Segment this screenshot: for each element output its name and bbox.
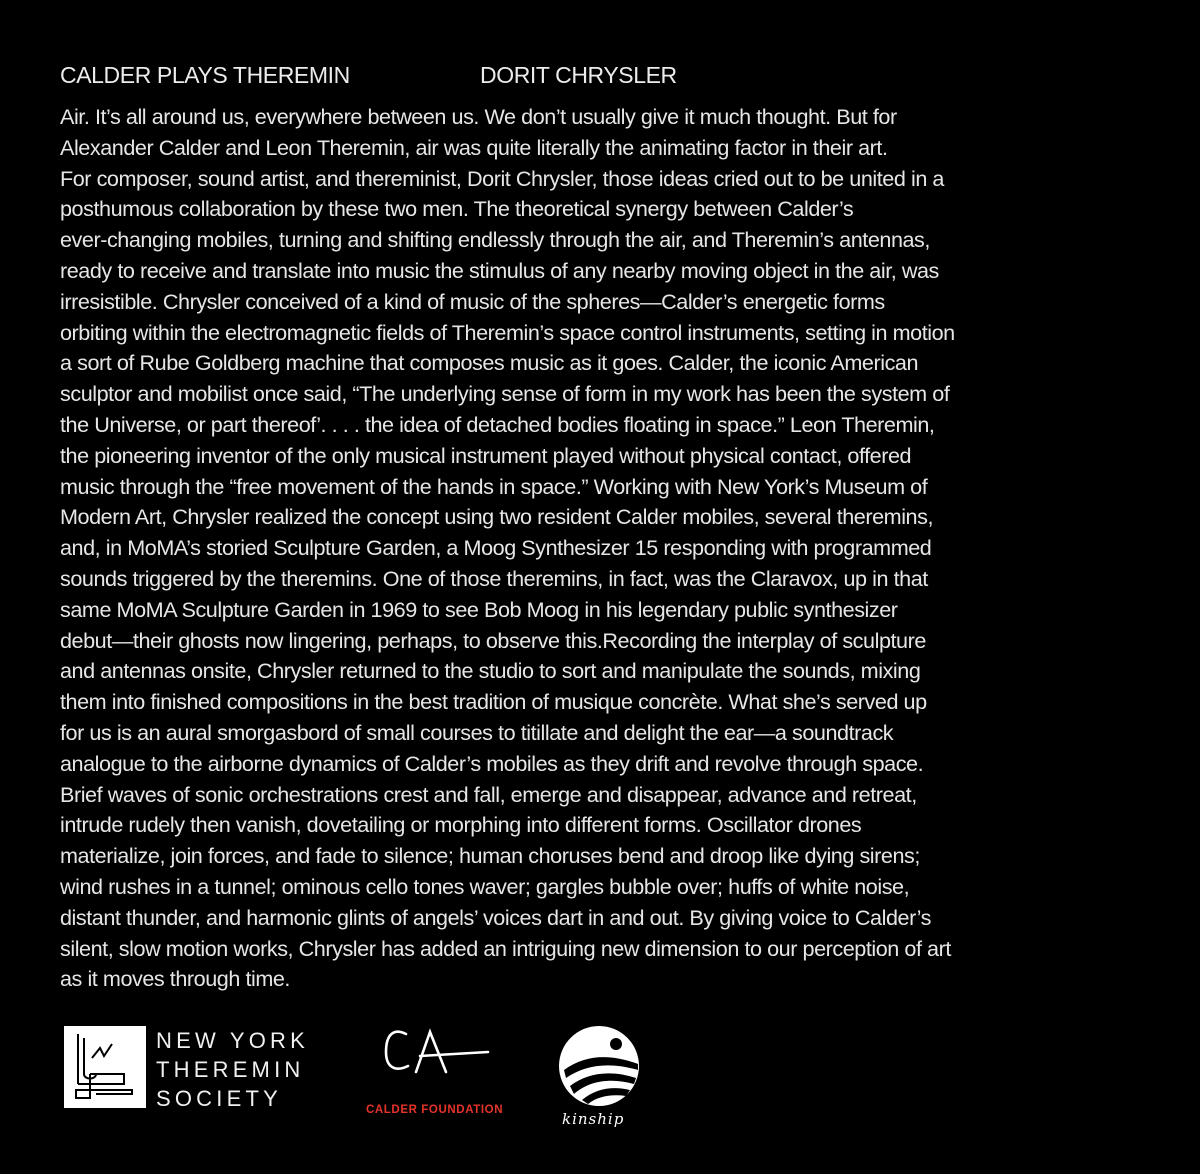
liner-notes-line: debut—their ghosts now lingering, perhaps, to observe this.Recording the interplay of sculpture [60,627,926,653]
liner-notes-line: sounds triggered by the theremins. One of those theremins, in fact, was the Claravox, up in that [60,565,928,591]
album-title: CALDER PLAYS THEREMIN [60,62,350,88]
liner-notes-line: intrude rudely then vanish, dovetailing or morphing into different forms. Oscillator drones [60,812,862,838]
liner-notes-line: silent, slow motion works, Chrysler has added an intriguing new dimension to our perception of art [60,935,951,961]
liner-notes-line: For composer, sound artist, and thereminist, Dorit Chrysler, those ideas cried out to be united in a [60,165,944,191]
liner-notes-line: as it moves through time. [60,966,290,992]
liner-notes-line: them into finished compositions in the best tradition of musique concrète. What she’s served up [60,689,927,715]
liner-notes-line: ready to receive and translate into music the stimulus of any nearby moving object in the air, was [60,257,939,283]
liner-notes-line: the Universe, or part thereof’. . . . the idea of detached bodies floating in space.” Leon Theremin, [60,411,935,437]
liner-notes-line: Alexander Calder and Leon Theremin, air was quite literally the animating factor in their art. [60,134,888,160]
liner-notes-line: posthumous collaboration by these two men. The theoretical synergy between Calder’s [60,196,854,222]
kinship-wordmark: kinship [562,1110,625,1128]
society-name-line: THEREMIN [156,1057,305,1082]
society-name [156,1026,309,1113]
liner-notes-line: Air. It’s all around us, everywhere between us. We don’t usually give it much thought. But for [60,104,897,129]
calder-foundation-logo [364,1024,514,1124]
liner-notes-line: and, in MoMA’s storied Sculpture Garden, a Moog Synthesizer 15 responding with programmed [60,535,932,561]
liner-notes-line: same MoMA Sculpture Garden in 1969 to see Bob Moog in his legendary public synthesizer [60,596,898,622]
liner-notes-line: distant thunder, and harmonic glints of angels’ voices dart in and out. By giving voice to Calder’s [60,904,931,930]
new-york-theremin-society-logo [64,1026,334,1112]
liner-notes-line: and antennas onsite, Chrysler returned to the studio to sort and manipulate the sounds, mixing [60,658,921,684]
calder-foundation-label: CALDER FOUNDATION [366,1104,504,1116]
liner-notes-line: orbiting within the electromagnetic fields of Theremin’s space control instruments, setting in motion [60,319,955,345]
calder-ca-mark-icon [364,1024,504,1094]
society-name-line: SOCIETY [156,1086,282,1111]
liner-notes-line: for us is an aural smorgasbord of small courses to titillate and delight the ear—a soundtrack [60,719,894,745]
theremin-society-icon [64,1026,146,1108]
liner-notes-line: Brief waves of sonic orchestrations crest and fall, emerge and disappear, advance and retreat, [60,781,917,807]
liner-notes-line: irresistible. Chrysler conceived of a kind of music of the spheres—Calder’s energetic forms [60,288,885,314]
liner-notes-line: analogue to the airborne dynamics of Calder’s mobiles as they drift and revolve through space. [60,750,924,776]
liner-notes-line: materialize, join forces, and fade to silence; human choruses bend and droop like dying sirens; [60,843,920,869]
kinship-icon [556,1024,646,1128]
kinship-logo [556,1024,646,1128]
artist-name: DORIT CHRYSLER [480,62,677,88]
liner-notes-line: wind rushes in a tunnel; ominous cello tones waver; gargles bubble over; huffs of white noise, [60,873,910,899]
liner-notes-line: sculptor and mobilist once said, “The underlying sense of form in my work has been the system of [60,381,950,407]
page-header [60,62,677,89]
liner-notes [60,102,955,995]
liner-notes-line: a sort of Rube Goldberg machine that composes music as it goes. Calder, the iconic American [60,350,919,376]
liner-notes-line: ever-changing mobiles, turning and shifting endlessly through the air, and Theremin’s antennas, [60,227,930,253]
liner-notes-line: the pioneering inventor of the only musical instrument played without physical contact, offered [60,442,912,468]
liner-notes-line: Modern Art, Chrysler realized the concept using two resident Calder mobiles, several theremins, [60,504,934,530]
society-name-line: NEW YORK [156,1028,309,1053]
liner-notes-line: music through the “free movement of the hands in space.” Working with New York’s Museum of [60,473,928,499]
